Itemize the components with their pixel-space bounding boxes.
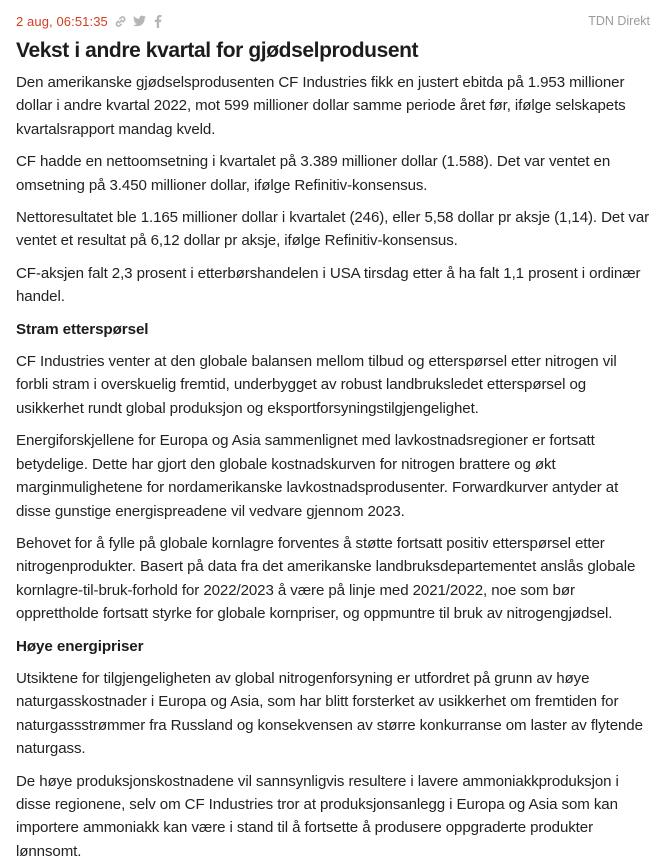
article-timestamp: 2 aug, 06:51:35 [16, 13, 108, 29]
article-title: Vekst i andre kvartal for gjødselprodusent [16, 39, 419, 62]
article-paragraph: Nettoresultatet ble 1.165 millioner dollar i kvartalet (246), eller 5,58 dollar pr aksje (1,14). Det var ventet et resultat på 6,12 dollar pr aksje, ifølge Refinitiv-konsensus. [16, 209, 650, 250]
share-bar [114, 15, 165, 28]
section-heading-høye-energipriser: Høye energipriser [16, 637, 144, 655]
article-paragraph: Behovet for å fylle på globale kornlagre forventes å støtte fortsatt positiv etterspørsel etter nitrogenprodukter. Basert på data fra det amerikanske landbruksdepartementet anslås globale kornlagre-til-bruk-forhold for 2022/2023 å være på linje med 2021/2022, noe som bør opprettholde fortsatt styrke for globale kornpriser, og oppmuntre til bruk av nitrogengjødsel. [16, 534, 636, 623]
facebook-icon[interactable] [152, 15, 165, 28]
article-paragraph: Den amerikanske gjødselsprodusenten CF Industries fikk en justert ebitda på 1.953 millioner dollar i andre kvartal 2022, mot 599 millioner dollar samme periode året før, ifølge selskapets kvartalsrapport mandag kveld. [16, 74, 626, 138]
section-heading-stram-etterspørsel: Stram etterspørsel [16, 320, 149, 338]
article-source: TDN Direkt [588, 14, 650, 28]
twitter-icon[interactable] [133, 15, 146, 28]
article-paragraph: Utsiktene for tilgjengeligheten av global nitrogenforsyning er utfordret på grunn av høye naturgasskostnader i Europa og Asia, som har blitt forsterket av usikkerhet om fremtiden for naturgassstrømmer fra Russland og konsekvensen av større konkurranse om laster av flytende naturgass. [16, 669, 643, 758]
article-paragraph: De høye produksjonskostnadene vil sannsynligvis resultere i lavere ammoniakkproduksjon i disse regionene, selv om CF Industries tror at produksjonsanlegg i Europa og Asia som kan importere ammoniakk kan være i stand til å fortsette å produsere oppgraderte produkter lønnsomt. [16, 772, 619, 860]
article-paragraph: CF hadde en nettoomsetning i kvartalet på 3.389 millioner dollar (1.588). Det var ventet en omsetning på 3.450 millioner dollar, ifølge Refinitiv-konsensus. [16, 153, 611, 194]
article-paragraph: CF-aksjen falt 2,3 prosent i etterbørshandelen i USA tirsdag etter å ha falt 1,1 prosent i ordinær handel. [16, 264, 641, 306]
article-body [16, 71, 650, 863]
article-paragraph: Energiforskjellene for Europa og Asia sammenlignet med lavkostnadsregioner er fortsatt betydelige. Dette har gjort den globale kostnadskurven for nitrogen brattere og økt marginmulighetene for nordamerikanske lavkostnadsprodusenter. Forwardkurver antyder at disse gunstige energispreadene vil vedvare gjennom 2023. [16, 432, 619, 520]
article-meta [16, 11, 650, 31]
article-paragraph: CF Industries venter at den globale balansen mellom tilbud og etterspørsel etter nitrogen vil forbli stram i overskuelig fremtid, underbygget av robust landbruksledet etterspørsel og usikkerhet rundt global produksjon og eksportforsyningstilgjengelighet. [16, 353, 617, 417]
link-icon[interactable] [114, 15, 127, 28]
